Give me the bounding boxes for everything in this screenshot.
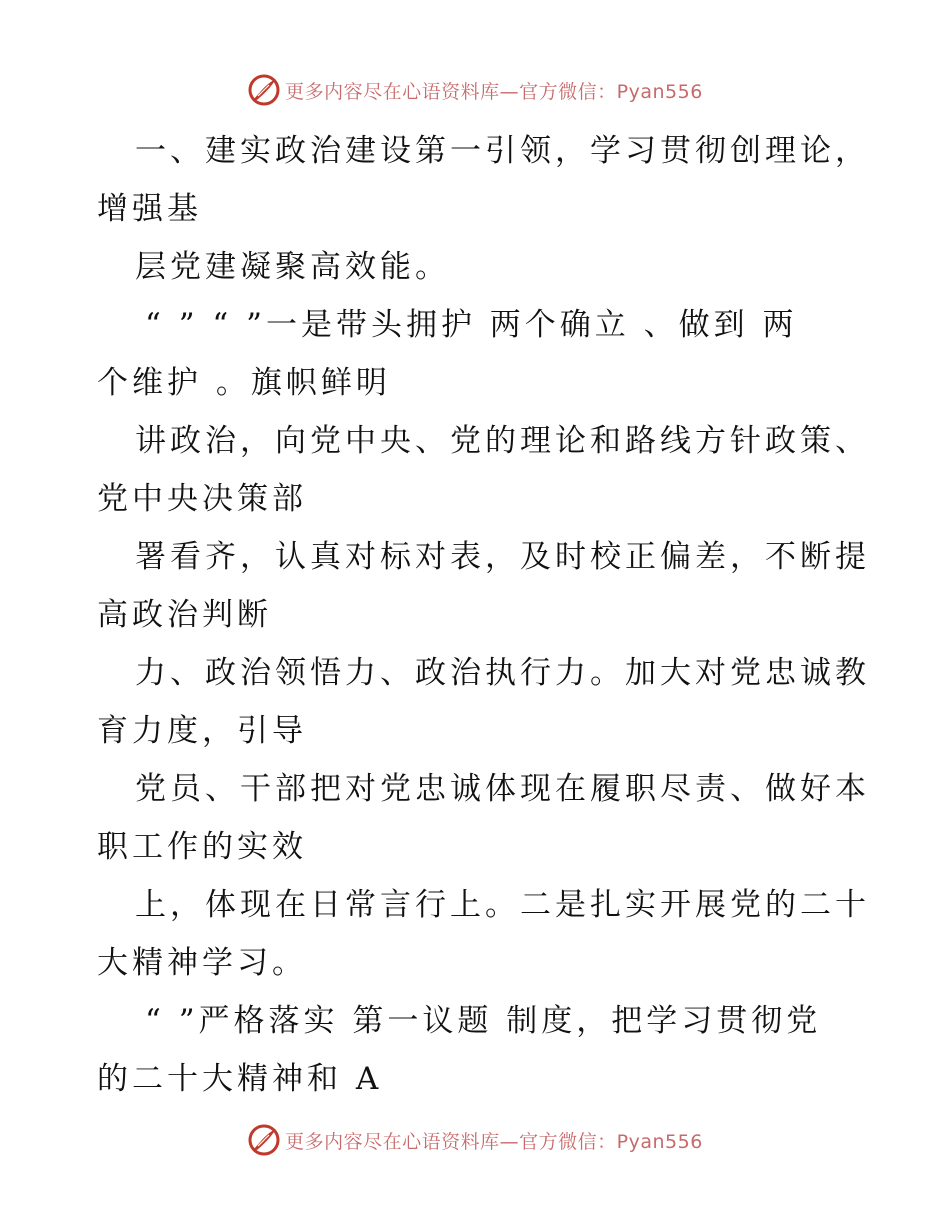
text-line: 层党建凝聚高效能。 (135, 249, 450, 285)
text-line: 个维护 。旗帜鲜明 (97, 365, 391, 401)
text-line: 一、建实政治建设第一引领，学习贯彻创理论， (135, 133, 870, 169)
footer-banner (0, 1120, 950, 1160)
text-line: 力、政治领悟力、政治执行力。加大对党忠诚教 (135, 655, 870, 691)
text-line: 署看齐，认真对标对表，及时校正偏差，不断提 (135, 539, 870, 575)
header-banner (0, 70, 950, 110)
text-line: “ ”严格落实 第一议题 制度，把学习贯彻党 (145, 1003, 822, 1039)
text-line: 增强基 (97, 191, 202, 227)
document-body (97, 122, 870, 1108)
text-line: 党员、干部把对党忠诚体现在履职尽责、做好本 (135, 771, 870, 807)
text-line: 高政治判断 (97, 597, 272, 633)
text-line: “ ” “ ”一是带头拥护 两个确立 、做到 两 (145, 307, 798, 343)
feather-logo-icon (247, 73, 281, 107)
text-line: 育力度，引导 (97, 713, 307, 749)
feather-logo-icon (247, 1123, 281, 1157)
footer-banner-text: 更多内容尽在心语资料库—官方微信：Pyan556 (285, 1130, 703, 1153)
header-banner-text: 更多内容尽在心语资料库—官方微信：Pyan556 (285, 80, 703, 103)
text-line: 的二十大精神和 A (97, 1061, 383, 1097)
text-line: 职工作的实效 (97, 829, 307, 865)
text-line: 上，体现在日常言行上。二是扎实开展党的二十 (135, 887, 870, 923)
text-line: 党中央决策部 (97, 481, 307, 517)
text-line: 讲政治，向党中央、党的理论和路线方针政策、 (135, 423, 870, 459)
text-line: 大精神学习。 (97, 945, 307, 981)
